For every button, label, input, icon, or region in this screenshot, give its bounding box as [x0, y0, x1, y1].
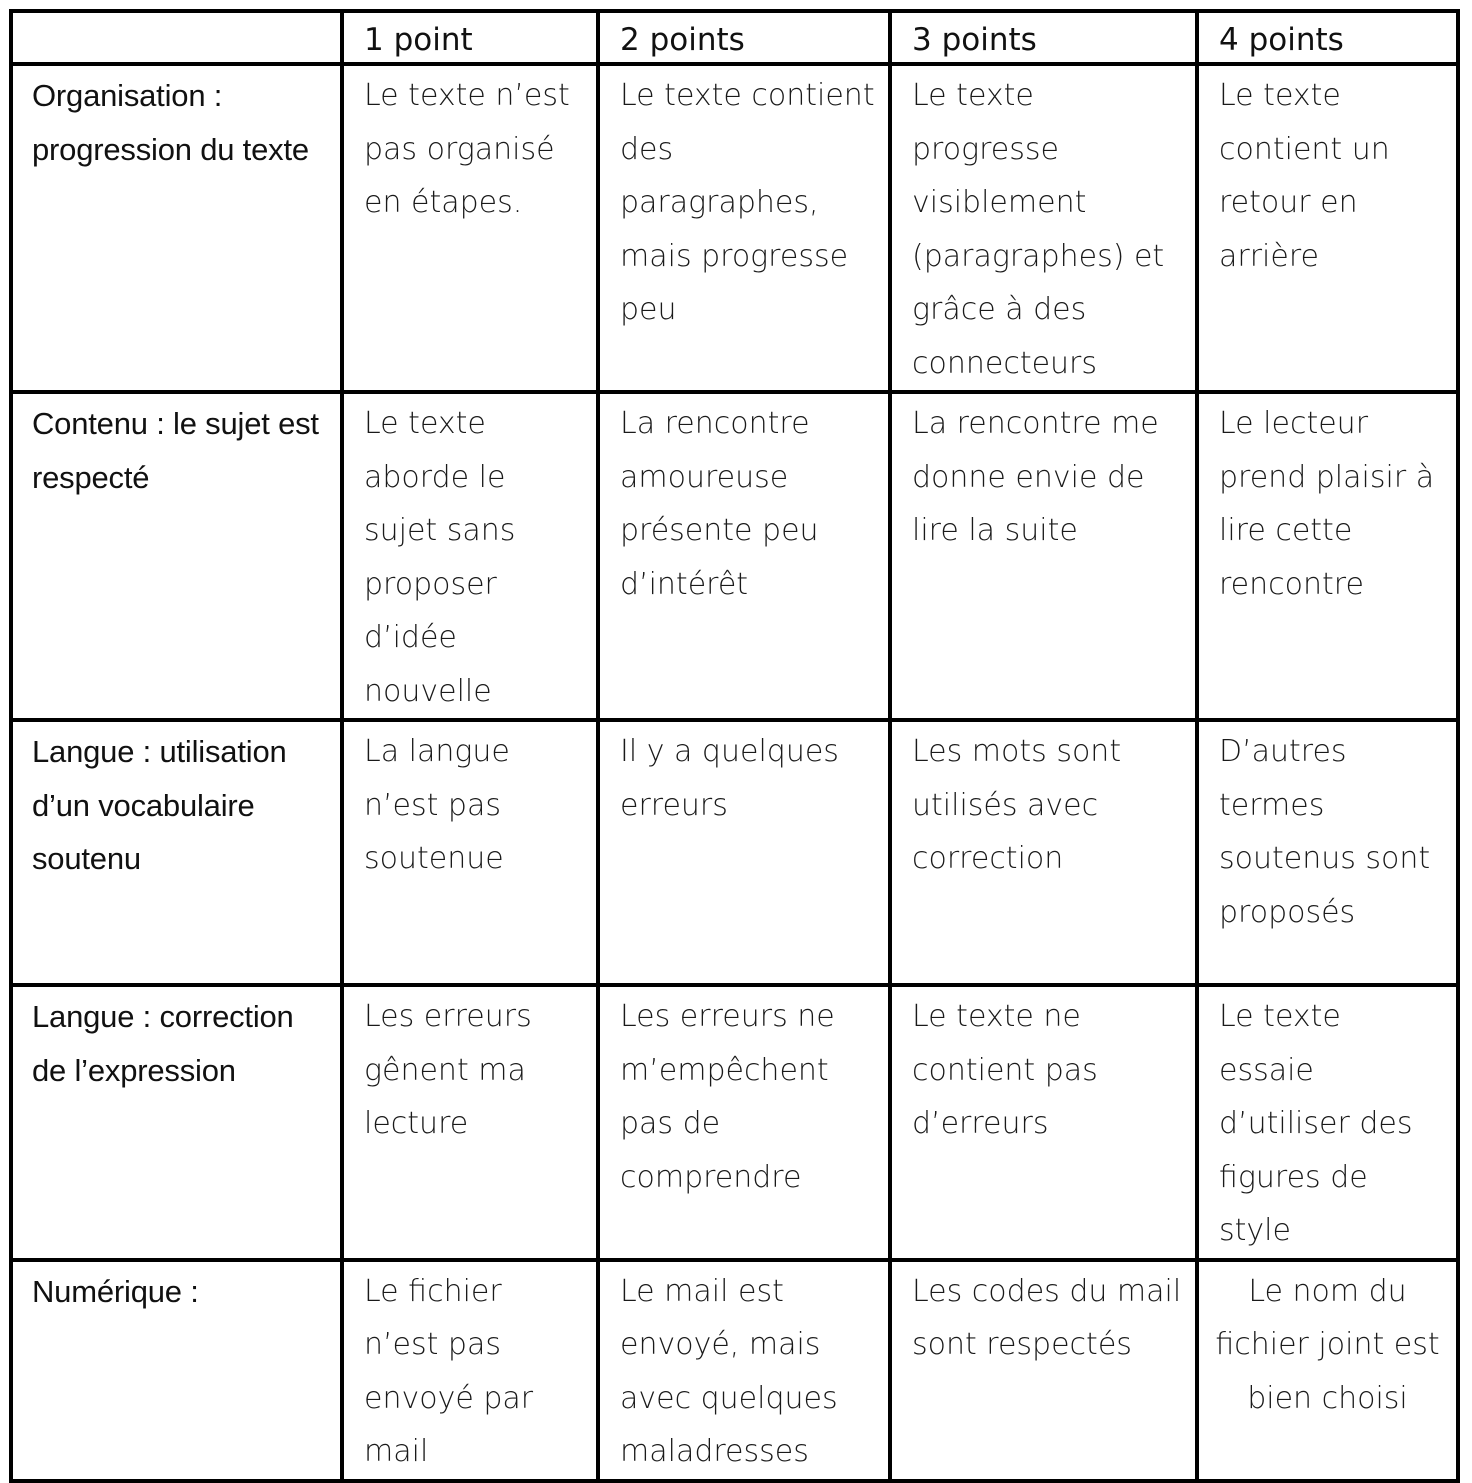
descriptor-cell: La rencontre me donne envie de lire la suite	[890, 392, 1197, 720]
evaluation-rubric-table	[9, 9, 1460, 1483]
descriptor-cell: Le texte contient un retour en arrière	[1197, 64, 1458, 392]
rubric-row-numerique	[11, 1260, 1458, 1481]
descriptor-cell: Les erreurs ne m’empêchent pas de comprendre	[598, 985, 890, 1260]
rubric-row-correction	[11, 985, 1458, 1260]
descriptor-cell: Le texte aborde le sujet sans proposer d’idée nouvelle	[342, 392, 598, 720]
rubric-row-organisation	[11, 64, 1458, 392]
header-level-2: 2 points	[598, 11, 890, 64]
criterion-organisation: Organisation : progression du texte	[11, 64, 342, 392]
descriptor-cell: Le lecteur prend plaisir à lire cette rencontre	[1197, 392, 1458, 720]
descriptor-cell: Les mots sont utilisés avec correction	[890, 720, 1197, 985]
descriptor-cell: Le texte essaie d’utiliser des figures de style	[1197, 985, 1458, 1260]
criterion-numerique: Numérique :	[11, 1260, 342, 1481]
rubric-row-contenu	[11, 392, 1458, 720]
criterion-contenu: Contenu : le sujet est respecté	[11, 392, 342, 720]
descriptor-cell: Le texte n’est pas organisé en étapes.	[342, 64, 598, 392]
header-row	[11, 11, 1458, 64]
criterion-vocabulaire: Langue : utilisation d’un vocabulaire soutenu	[11, 720, 342, 985]
descriptor-cell: Le texte progresse visiblement (paragraphes) et grâce à des connecteurs	[890, 64, 1197, 392]
criterion-correction: Langue : correction de l’expression	[11, 985, 342, 1260]
descriptor-cell: La rencontre amoureuse présente peu d’intérêt	[598, 392, 890, 720]
header-corner-cell	[11, 11, 342, 64]
descriptor-cell: Le texte ne contient pas d’erreurs	[890, 985, 1197, 1260]
descriptor-cell: Le fichier n’est pas envoyé par mail	[342, 1260, 598, 1481]
descriptor-cell: Le mail est envoyé, mais avec quelques maladresses	[598, 1260, 890, 1481]
rubric-row-vocabulaire	[11, 720, 1458, 985]
descriptor-cell: Le nom du fichier joint est bien choisi	[1197, 1260, 1458, 1481]
descriptor-cell: D’autres termes soutenus sont proposés	[1197, 720, 1458, 985]
descriptor-cell: Les erreurs gênent ma lecture	[342, 985, 598, 1260]
descriptor-cell: Il y a quelques erreurs	[598, 720, 890, 985]
descriptor-cell: Le texte contient des paragraphes, mais progresse peu	[598, 64, 890, 392]
header-level-4: 4 points	[1197, 11, 1458, 64]
descriptor-cell: La langue n’est pas soutenue	[342, 720, 598, 985]
header-level-1: 1 point	[342, 11, 598, 64]
descriptor-cell: Les codes du mail sont respectés	[890, 1260, 1197, 1481]
header-level-3: 3 points	[890, 11, 1197, 64]
